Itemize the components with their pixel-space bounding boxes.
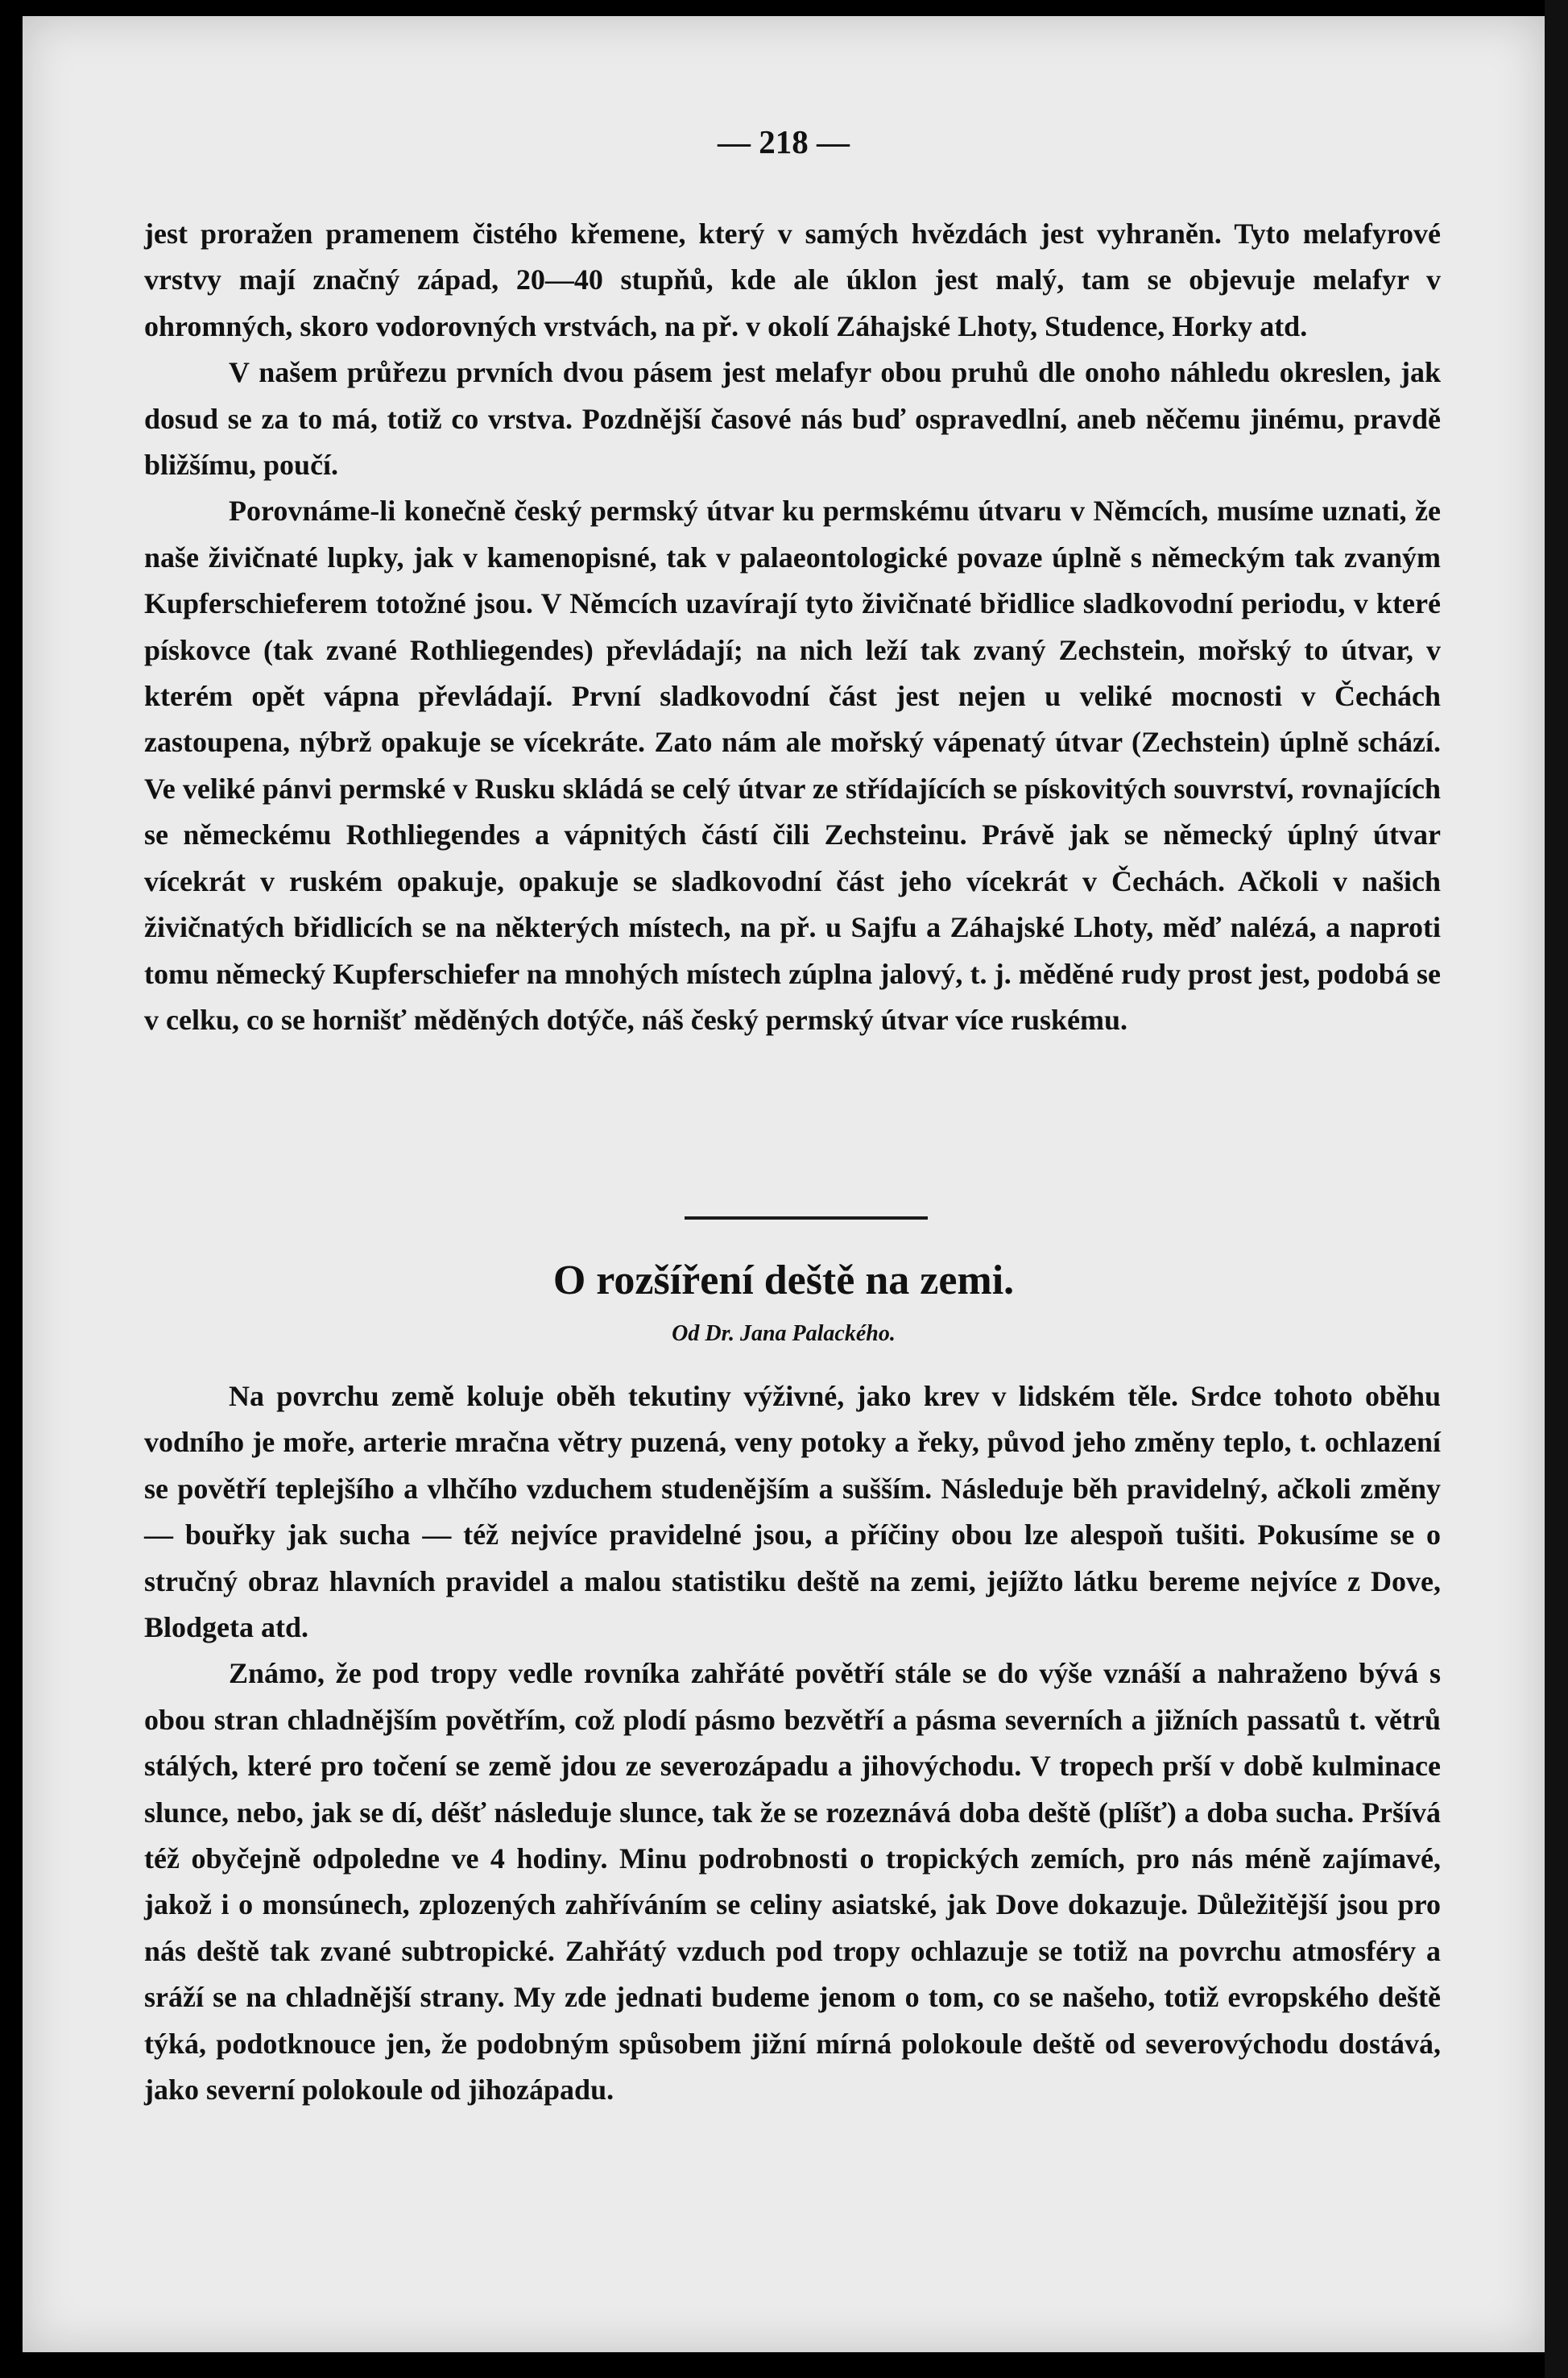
paragraph: Na povrchu země koluje oběh tekutiny výživné, jako krev v lidském těle. Srdce tohoto oběhu vodního je moře, arterie mračna větry puzená, veny potoky a řeky, původ jeho změny teplo, t. ochlazení se povětří teplejšího a vlhčího vzduchem studenějším a sušším. Následuje běh pravidelný, ačkoli změny — bouřky jak sucha — též nejvíce pravidelné jsou, a příčiny obou lze alespoň tušiti. Pokusíme se o stručný obraz hlavních pravidel a malou statistiku deště na zemi, jejížto látku bereme nejvíce z Dove, Blodgeta atd. (144, 1380, 1441, 1644)
paragraph: Porovnáme-li konečně český permský útvar ku permskému útvaru v Němcích, musíme uznati, že naše živičnaté lupky, jak v kamenopisné, tak v palaeontologické povaze úplně s německým tak zvaným Kupferschieferem totožné jsou. V Němcích uzavírají tyto živičnaté břidlice sladkovodní periodu, v které pískovce (tak zvané Rothliegendes) převládají; na nich leží tak zvaný Zechstein, mořský to útvar, v kterém opět vápna převládají. První sladkovodní část jest nejen u veliké mocnosti v Čechách zastoupena, nýbrž opakuje se vícekráte. Zato nám ale mořský vápenatý útvar (Zechstein) úplně schází. Ve veliké pánvi permské v Rusku skládá se celý útvar ze střídajících se pískovitých souvrství, rovnajících se německému Rothliegendes a vápnitých částí čili Zechsteinu. Právě jak se německý úplný útvar vícekrát v ruském opakuje, opakuje se sladkovodní část jeho vícekrát v Čechách. Ačkoli v našich živičnatých břidlicích se na některých místech, na př. u Sajfu a Záhajské Lhoty, měď nalézá, a naproti tomu německý Kupferschiefer na mnohých místech zúplna jalový, t. j. měděné rudy prost jest, podobá se v celku, co se hornišť měděných dotýče, náš český permský útvar více ruskému. (144, 495, 1441, 1036)
section-continuation (144, 211, 1441, 1043)
paragraph: jest proražen pramenem čistého křemene, který v samých hvězdách jest vyhraněn. Tyto melafyrové vrstvy mají značný západ, 20—40 stupňů, kde ale úklon jest malý, tam se objevuje melafyr v ohromných, skoro vodorovných vrstvách, na př. v okolí Záhajské Lhoty, Studence, Horky atd. (144, 218, 1441, 342)
article-byline: Od Dr. Jana Palackého. (672, 1321, 896, 1346)
article-title: O rozšíření deště na zemi. (552, 1257, 1015, 1303)
book-page (23, 16, 1545, 2352)
page-number: — 218 — (718, 123, 850, 160)
paragraph: V našem průřezu prvních dvou pásem jest melafyr obou pruhů dle onoho náhledu okreslen, jak dosud se za to má, totiž co vrstva. Pozdnější časové nás buď ospravedlní, aneb něčemu jinému, pravdě bližšímu, poučí. (144, 356, 1441, 482)
section-divider (685, 1216, 928, 1220)
paragraph: Známo, že pod tropy vedle rovníka zahřáté povětří stále se do výše vznáší a nahraženo bývá s obou stran chladnějším povětřím, což plodí pásmo bezvětří a pásma severních a jižních passatů t. větrů stálých, které pro točení se země jdou ze severozápadu a jihovýchodu. V tropech prší v době kulminace slunce, nebo, jak se dí, déšť následuje slunce, tak že se rozeznává doba deště (plíšť) a doba sucha. Pršívá též obyčejně odpoledne ve 4 hodiny. Minu podrobnosti o tropických zemích, pro nás méně zajímavé, jakož i o monsúnech, zplozených zahříváním se celiny asiatské, jak Dove dokazuje. Důležitější jsou pro nás deště tak zvané subtropické. Zahřátý vzduch pod tropy ochlazuje se totiž na povrchu atmosféry a sráží se na chladnější strany. My zde jednati budeme jenom o tom, co se našeho, totiž evropského deště týká, podotknouce jen, že podobným spůsobem jižní mírná polokoule deště od severovýchodu dostává, jako severní polokoule od jihozápadu. (144, 1657, 1441, 2107)
scan-edge (1545, 0, 1568, 2378)
article-body (144, 1373, 1441, 2114)
